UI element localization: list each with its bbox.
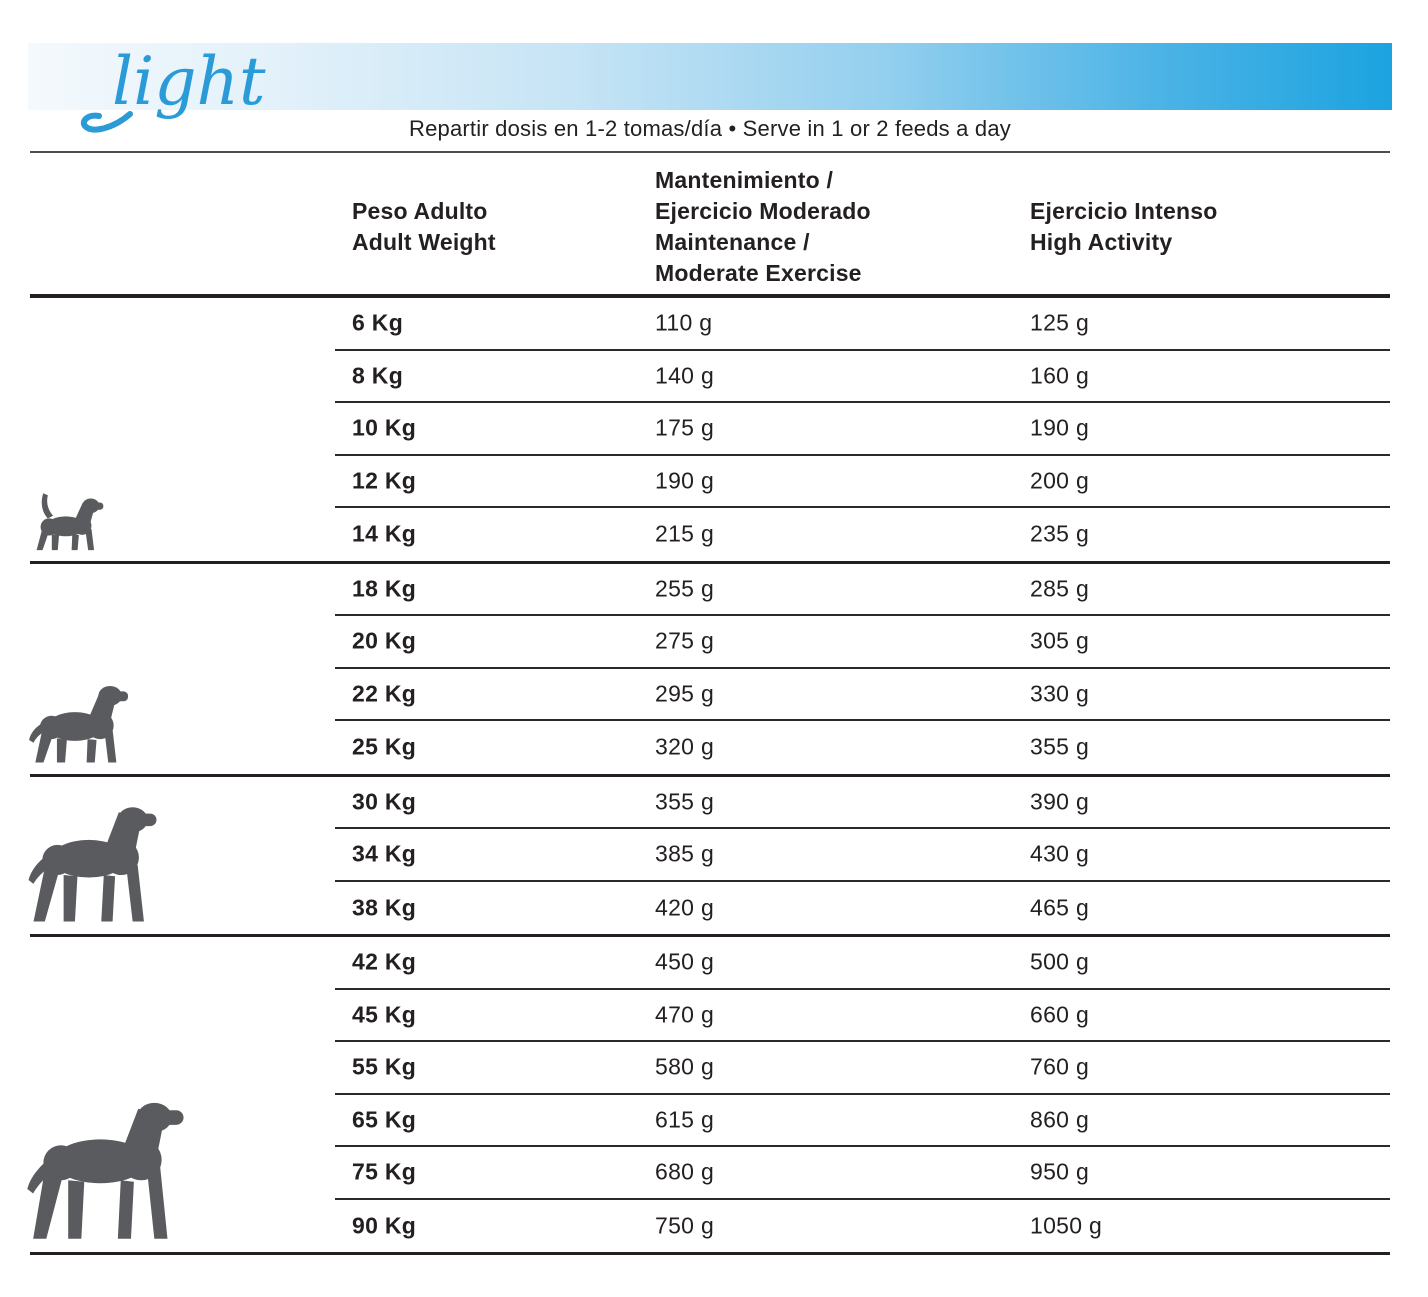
header-line: Adult Weight bbox=[352, 229, 496, 255]
cell-weight: 20 Kg bbox=[352, 627, 417, 654]
cell-maintenance: 175 g bbox=[655, 414, 715, 441]
cell-maintenance: 385 g bbox=[655, 840, 715, 867]
cell-maintenance: 140 g bbox=[655, 362, 715, 389]
table-row bbox=[335, 1095, 1390, 1148]
table-row bbox=[335, 829, 1390, 882]
cell-maintenance: 420 g bbox=[655, 894, 715, 921]
table-row bbox=[335, 721, 1390, 774]
column-header-weight bbox=[352, 196, 496, 258]
cell-maintenance: 470 g bbox=[655, 1001, 715, 1028]
cell-weight: 18 Kg bbox=[352, 575, 417, 602]
cell-high_activity: 760 g bbox=[1030, 1053, 1090, 1080]
cell-maintenance: 255 g bbox=[655, 575, 715, 602]
cell-high_activity: 190 g bbox=[1030, 414, 1090, 441]
divider-top bbox=[30, 151, 1390, 153]
table-row bbox=[335, 990, 1390, 1043]
table-row bbox=[335, 882, 1390, 935]
cell-high_activity: 1050 g bbox=[1030, 1212, 1103, 1239]
cell-weight: 30 Kg bbox=[352, 788, 417, 815]
cell-weight: 6 Kg bbox=[352, 309, 404, 336]
cell-weight: 10 Kg bbox=[352, 414, 417, 441]
logo-text: light bbox=[112, 43, 266, 120]
cell-weight: 55 Kg bbox=[352, 1053, 417, 1080]
cell-weight: 75 Kg bbox=[352, 1158, 417, 1185]
cell-high_activity: 160 g bbox=[1030, 362, 1090, 389]
header-line: High Activity bbox=[1030, 229, 1173, 255]
cell-high_activity: 200 g bbox=[1030, 467, 1090, 494]
cell-high_activity: 305 g bbox=[1030, 627, 1090, 654]
cell-maintenance: 110 g bbox=[655, 309, 713, 336]
table-row bbox=[335, 298, 1390, 351]
cell-weight: 34 Kg bbox=[352, 840, 417, 867]
cell-high_activity: 465 g bbox=[1030, 894, 1090, 921]
cell-maintenance: 580 g bbox=[655, 1053, 715, 1080]
cell-weight: 22 Kg bbox=[352, 680, 417, 707]
weight-group-small bbox=[0, 298, 1428, 561]
giant-dog-icon bbox=[24, 1100, 200, 1246]
table-row bbox=[335, 937, 1390, 990]
table-row bbox=[335, 1147, 1390, 1200]
table-row bbox=[335, 351, 1390, 404]
header-line: Moderate Exercise bbox=[655, 260, 862, 286]
table-row bbox=[335, 777, 1390, 830]
column-header-maintenance bbox=[655, 165, 871, 289]
cell-high_activity: 950 g bbox=[1030, 1158, 1090, 1185]
table-row bbox=[335, 1042, 1390, 1095]
cell-high_activity: 285 g bbox=[1030, 575, 1090, 602]
cell-maintenance: 320 g bbox=[655, 733, 715, 760]
header-line: Ejercicio Moderado bbox=[655, 198, 871, 224]
cell-maintenance: 295 g bbox=[655, 680, 715, 707]
header-line: Ejercicio Intenso bbox=[1030, 198, 1218, 224]
table-row bbox=[335, 456, 1390, 509]
cell-maintenance: 355 g bbox=[655, 788, 715, 815]
cell-maintenance: 750 g bbox=[655, 1212, 715, 1239]
table-row bbox=[335, 508, 1390, 561]
table-row bbox=[335, 403, 1390, 456]
small-dog-icon bbox=[30, 489, 104, 553]
table-row bbox=[335, 669, 1390, 722]
cell-high_activity: 860 g bbox=[1030, 1106, 1090, 1133]
cell-weight: 45 Kg bbox=[352, 1001, 417, 1028]
cell-high_activity: 430 g bbox=[1030, 840, 1090, 867]
cell-maintenance: 680 g bbox=[655, 1158, 715, 1185]
cell-weight: 12 Kg bbox=[352, 467, 417, 494]
table-row bbox=[335, 1200, 1390, 1253]
serving-note: Repartir dosis en 1-2 tomas/día • Serve in 1 or 2 feeds a day bbox=[409, 116, 1011, 141]
cell-weight: 38 Kg bbox=[352, 894, 417, 921]
cell-maintenance: 215 g bbox=[655, 520, 715, 547]
cell-maintenance: 450 g bbox=[655, 948, 715, 975]
cell-high_activity: 390 g bbox=[1030, 788, 1090, 815]
column-header-high-activity bbox=[1030, 196, 1217, 258]
group-separator bbox=[30, 1252, 1390, 1255]
cell-high_activity: 125 g bbox=[1030, 309, 1090, 336]
medium-dog-icon bbox=[28, 677, 130, 767]
cell-weight: 8 Kg bbox=[352, 362, 404, 389]
table-row bbox=[335, 564, 1390, 617]
cell-maintenance: 275 g bbox=[655, 627, 715, 654]
weight-group-giant bbox=[0, 937, 1428, 1252]
weight-group-medium bbox=[0, 564, 1428, 774]
weight-group-large bbox=[0, 777, 1428, 935]
large-dog-icon bbox=[26, 802, 164, 928]
cell-weight: 42 Kg bbox=[352, 948, 417, 975]
cell-weight: 14 Kg bbox=[352, 520, 417, 547]
cell-high_activity: 500 g bbox=[1030, 948, 1090, 975]
table-body bbox=[0, 298, 1428, 1255]
header-line: Mantenimiento / bbox=[655, 167, 834, 193]
cell-maintenance: 615 g bbox=[655, 1106, 715, 1133]
cell-maintenance: 190 g bbox=[655, 467, 715, 494]
cell-high_activity: 235 g bbox=[1030, 520, 1090, 547]
header-line: Peso Adulto bbox=[352, 198, 488, 224]
table-row bbox=[335, 616, 1390, 669]
cell-high_activity: 660 g bbox=[1030, 1001, 1090, 1028]
cell-weight: 90 Kg bbox=[352, 1212, 417, 1239]
cell-weight: 65 Kg bbox=[352, 1106, 417, 1133]
header-line: Maintenance / bbox=[655, 229, 810, 255]
cell-high_activity: 330 g bbox=[1030, 680, 1090, 707]
cell-high_activity: 355 g bbox=[1030, 733, 1090, 760]
cell-weight: 25 Kg bbox=[352, 733, 417, 760]
